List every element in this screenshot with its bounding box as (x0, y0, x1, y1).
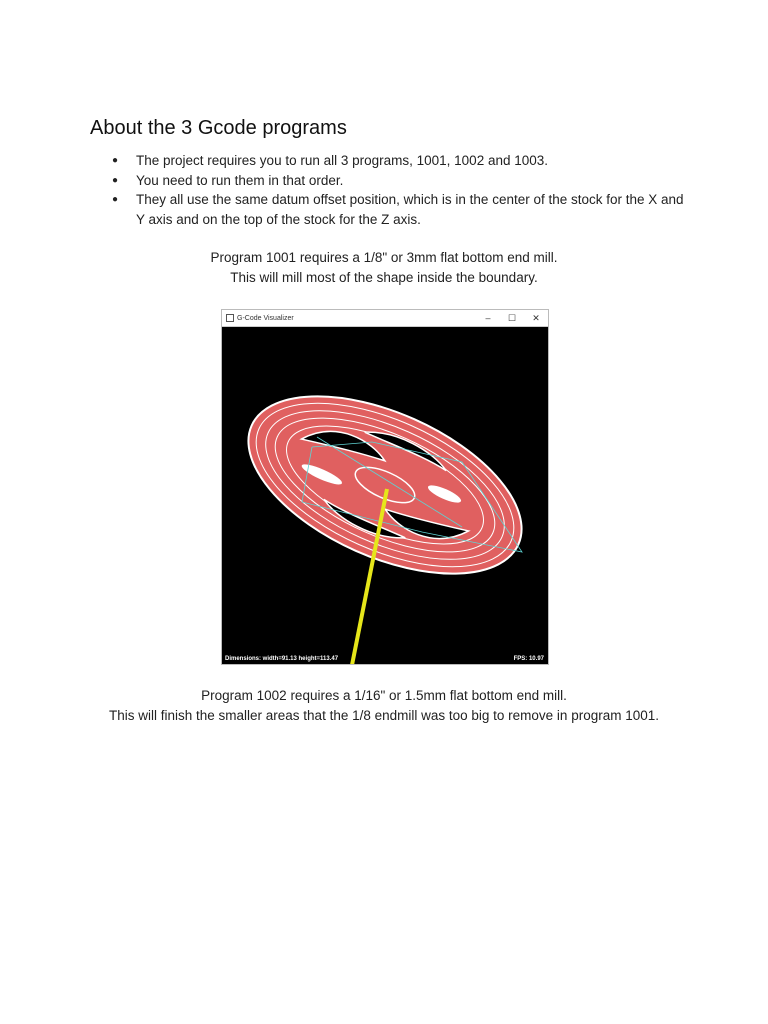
bullet-item: ● They all use the same datum offset position, which is in the center of the stock for the X and Y axis and on the top of the stock for the Z axis. (110, 190, 685, 229)
bullet-item: ● You need to run them in that order. (110, 171, 685, 191)
window-title: G-Code Visualizer (237, 314, 294, 322)
bullet-list (110, 151, 685, 229)
program-1001-description (0, 248, 768, 288)
bullet-item: ● The project requires you to run all 3 programs, 1001, 1002 and 1003. (110, 151, 685, 171)
program-1002-description (0, 686, 768, 726)
program-1001-line2: This will mill most of the shape inside the boundary. (230, 270, 538, 285)
program-1002-line1: Program 1002 requires a 1/16" or 1.5mm flat bottom end mill. (201, 688, 567, 703)
toolpath-render (222, 327, 548, 665)
dimensions-readout: Dimensions: width=91.13 height=113.47 (225, 656, 339, 662)
fps-readout: FPS: 10.97 (513, 656, 544, 662)
window-titlebar (222, 310, 548, 327)
close-button[interactable]: ✕ (532, 312, 540, 323)
maximize-button[interactable]: ☐ (507, 312, 517, 323)
app-icon (226, 314, 234, 322)
gcode-visualizer-window (221, 309, 549, 665)
program-1002-line2: This will finish the smaller areas that the 1/8 endmill was too big to remove in program 1001. (108, 708, 659, 723)
section-heading: About the 3 Gcode programs (90, 117, 347, 139)
program-1001-line1: Program 1001 requires a 1/8" or 3mm flat bottom end mill. (210, 250, 558, 265)
minimize-button[interactable]: – (485, 313, 491, 323)
toolpath-canvas[interactable] (222, 327, 548, 665)
